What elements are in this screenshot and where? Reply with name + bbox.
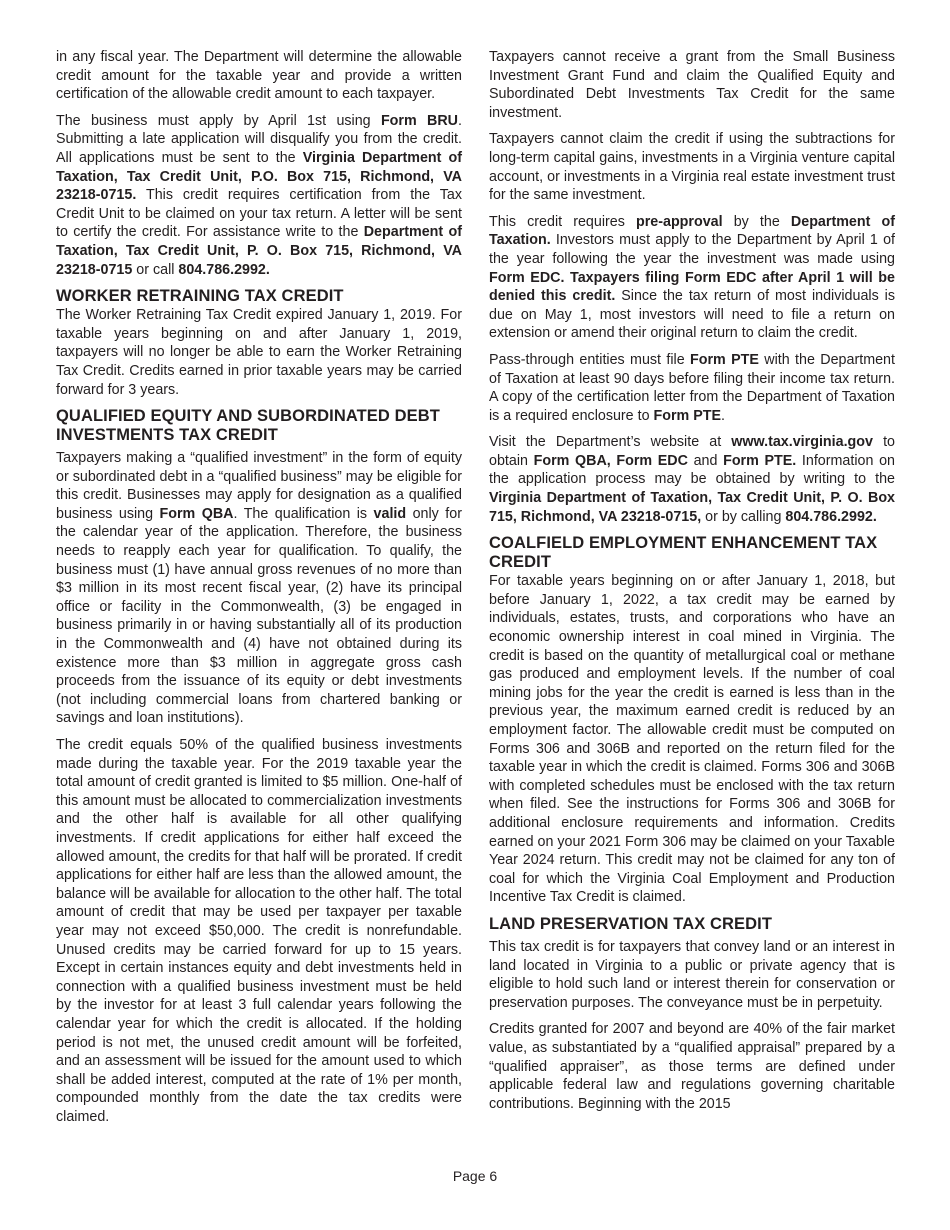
heading-land-preservation: LAND PRESERVATION TAX CREDIT xyxy=(489,914,773,933)
bold-run: pre-approval xyxy=(635,213,723,230)
bold-run: Department of Taxation, Tax Credit Unit, P. O. Box 715, Richmond, VA 23218-0715 xyxy=(56,224,462,278)
page-number: Page 6 xyxy=(452,1168,498,1184)
right-column xyxy=(489,48,895,1121)
paragraph-land-conveyance: This tax credit is for taxpayers that convey land or an interest in land located in Virginia to a public or private agency that is eligible to hold such land or interest therein for conservation or preservation purposes. The conveyance must be in perpetuity. xyxy=(489,938,895,1011)
bold-run: Form PTE. xyxy=(723,452,797,469)
bold-run: Form EDC. Taxpayers filing Form EDC after April 1 will be denied this credit. xyxy=(489,269,895,305)
heading-qualified-equity: QUALIFIED EQUITY AND SUBORDINATED DEBT INVESTMENTS TAX CREDIT xyxy=(56,407,440,445)
paragraph-pre-approval: This credit requires pre-approval by the Department of Taxation. Investors must apply to the Department by April 1 of the year following the year the investment was made using Form EDC. Taxpayers filing Form EDC after April 1 will be denied this credit. Since the tax return of most individuals is due on May 1, most investors will need to file a return on extension or amend their original return to claim the credit. xyxy=(489,213,895,342)
heading-coalfield: COALFIELD EMPLOYMENT ENHANCEMENT TAX CREDIT xyxy=(489,534,878,572)
paragraph-coalfield: For taxable years beginning on or after January 1, 2018, but before January 1, 2022, a tax credit may be earned by individuals, estates, trusts, and corporations who have an economic ownership interest in coal mined in Virginia. The credit is based on the quantity of metallurgical coal or methane gas produced and employment levels. If the number of coal mining jobs for the year the credit is earned is less than in the previous year, the maximum earned credit is reduced by an employment factor. The allowable credit must be computed on Forms 306 and 306B and reported on the return filed for the taxable year in which the credit is claimed. Forms 306 and 306B with completed schedules must be enclosed with the tax return when filed. See the instructions for Forms 306 and 306B for additional enclosure requirements and information. Credits earned on your 2021 Form 306 may be claimed on your Taxable Year 2024 return. This credit may not be claimed for any ton of coal for which the Virginia Coal Employment and Production Incentive Tax Credit is claimed. xyxy=(489,573,895,906)
bold-run: Form PTE xyxy=(653,407,722,424)
bold-run: 804.786.2992. xyxy=(178,261,270,278)
paragraph-grant-fund: Taxpayers cannot receive a grant from the Small Business Investment Grant Fund and claim the Qualified Equity and Subordinated Debt Investments Tax Credit for the same investment. xyxy=(489,49,895,121)
bold-run: Form PTE xyxy=(690,351,759,368)
paragraph-worker-retraining: The Worker Retraining Tax Credit expired January 1, 2019. For taxable years beginning on and after January 1, 2019, taxpayers will no longer be able to earn the Worker Retraining Tax Credit. Credits earned in prior taxable years may be carried forward for 3 years. xyxy=(56,307,462,398)
paragraph-form-bru: The business must apply by April 1st using Form BRU. Submitting a late application will disqualify you from the credit. All applications must be sent to the Virginia Department of Taxation, Tax Credit Unit, P.O. Box 715, Richmond, VA 23218-0715. This credit requires certification from the Tax Credit Unit to be claimed on your tax return. A letter will be sent to certify the credit. For assistance write to the Department of Taxation, Tax Credit Unit, P. O. Box 715, Richmond, VA 23218-0715 or call 804.786.2992. xyxy=(56,112,463,278)
paragraph-allowable-credit: in any fiscal year. The Department will determine the allowable credit amount for the taxable year and provide a written certification of the allowable credit amount to each taxpayer. xyxy=(56,49,462,103)
bold-run: Form QBA xyxy=(159,505,234,522)
bold-run: Virginia Department of Taxation, Tax Credit Unit, P. O. Box 715, Richmond, VA 23218-0715, xyxy=(489,490,895,525)
paragraph-subtractions: Taxpayers cannot claim the credit if using the subtractions for long-term capital gains, investments in a Virginia venture capital account, or investments in a Virginia real estate investment trust for the same investment. xyxy=(489,131,895,204)
paragraph-pass-through: Pass-through entities must file Form PTE with the Department of Taxation at least 90 days before filing their income tax return. A copy of the certification letter from the Department of Taxation is a required enclosure to Form PTE. xyxy=(489,351,895,424)
bold-run: 804.786.2992. xyxy=(785,508,877,525)
paragraph-land-credits: Credits granted for 2007 and beyond are 40% of the fair market value, as substantiated by a “qualified appraisal” prepared by a “qualified appraiser”, as those terms are defined under applicable federal law and regulations governing charitable contributions. Beginning with the 2015 xyxy=(489,1021,895,1112)
heading-worker-retraining: WORKER RETRAINING TAX CREDIT xyxy=(56,287,344,306)
paragraph-qualified-eligibility: Taxpayers making a “qualified investment” in the form of equity or subordinated debt in a “qualified business” may be eligible for this credit. Businesses may apply for designation as a qualified business using Form QBA. The qualification is valid only for the calendar year of the application. Therefore, the business needs to reapply each year for qualification. To qualify, the business must (1) have annual gross revenues of no more than $3 million in its most recent fiscal year, (2) have its principal office or facility in the Commonwealth, (3) be engaged in business primarily in or having substantially all of its production in the Commonwealth and (4) have not obtained during its existence more than $3 million in aggregate gross cash proceeds from the issuance of its equity or debt investments (not including commercial loans from chartered banking or savings and loan institutions). xyxy=(56,450,462,727)
bold-run: Department of Taxation. xyxy=(489,213,895,249)
paragraph-qualified-credit-amount: The credit equals 50% of the qualified business investments made during the taxable year. For the 2019 taxable year the total amount of credit granted is limited to $5 million. One-half of this amount must be allocated to commercialization investments and the other half is available for all other qualifying investments. If credit applications for either half exceed the allowed amount, the credits for that half will be prorated. If credit applications for either half are less than the allowed amount, the balance will be available for allocation to the other half. The total amount of credit that may be used per taxpayer per taxable year may not exceed $50,000. The credit is nonrefundable. Unused credits may be carried forward for up to 15 years. Except in certain instances equity and debt investments held in connection with a qualified business investment must be held by the investor for at least 3 full calendar years following the calendar year for which the credit is allocated. If the holding period is not met, the unused credit amount will be forfeited, and an assessment will be issued for the amount used to which shall be added interest, computed at the rate of 1% per month, compounded monthly from the date the tax credits were claimed. xyxy=(56,737,462,1125)
bold-run: Virginia Department of Taxation, Tax Credit Unit, P.O. Box 715, Richmond, VA 23218-0715. xyxy=(56,149,463,204)
bold-run: valid xyxy=(373,505,407,522)
bold-run: www.tax.virginia.gov xyxy=(731,434,873,451)
left-column xyxy=(56,48,462,1134)
paragraph-website-info: Visit the Department’s website at www.tax.virginia.gov to obtain Form QBA, Form EDC and Form PTE. Information on the application process may be obtained by writing to the Virginia Department of Taxation, Tax Credit Unit, P. O. Box 715, Richmond, VA 23218-0715, or by calling 804.786.2992. xyxy=(489,434,895,525)
bold-run: Form BRU xyxy=(380,112,458,129)
bold-run: Form QBA, Form EDC xyxy=(533,452,688,469)
